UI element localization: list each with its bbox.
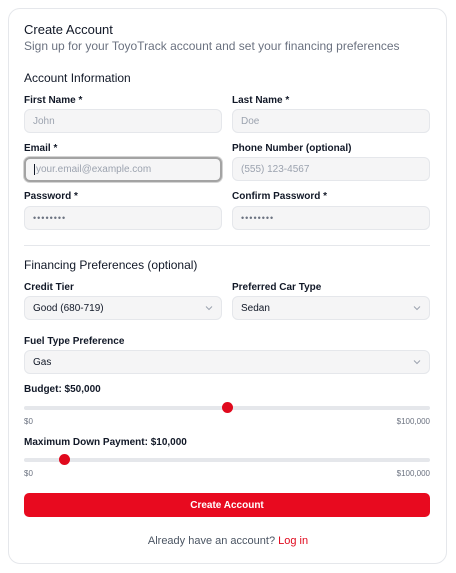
down-payment-slider-track[interactable]	[24, 458, 430, 462]
down-payment-label: Maximum Down Payment: $10,000	[24, 437, 187, 448]
first-name-label: First Name *	[24, 95, 83, 106]
car-type-value: Sedan	[241, 302, 270, 314]
account-section-title: Account Information	[24, 71, 131, 85]
first-name-field[interactable]: John	[24, 109, 222, 133]
confirm-password-label: Confirm Password *	[232, 191, 328, 202]
email-label: Email *	[24, 143, 58, 154]
login-prompt	[0, 535, 456, 547]
password-field[interactable]: ••••••••	[24, 206, 222, 230]
email-field[interactable]	[24, 157, 222, 182]
budget-slider-thumb[interactable]	[222, 402, 233, 413]
down-payment-max-label: $100,000	[396, 469, 430, 478]
fuel-type-select[interactable]	[24, 350, 430, 374]
page-title: Create Account	[24, 22, 113, 37]
last-name-label: Last Name *	[232, 95, 290, 106]
text-cursor	[34, 164, 35, 175]
page-subtitle: Sign up for your ToyoTrack account and set your financing preferences	[24, 39, 400, 53]
credit-tier-label: Credit Tier	[24, 282, 74, 293]
down-payment-min-label: $0	[24, 469, 33, 478]
password-label: Password *	[24, 191, 78, 202]
phone-field[interactable]: (555) 123-4567	[232, 157, 430, 181]
phone-label: Phone Number (optional)	[232, 143, 352, 154]
car-type-label: Preferred Car Type	[232, 282, 322, 293]
car-type-select[interactable]	[232, 296, 430, 320]
login-link[interactable]: Log in	[278, 535, 309, 547]
budget-min-label: $0	[24, 417, 33, 426]
credit-tier-value: Good (680-719)	[33, 302, 104, 314]
chevron-down-icon	[413, 358, 421, 366]
email-placeholder: your.email@example.com	[36, 164, 152, 175]
chevron-down-icon	[413, 304, 421, 312]
fuel-type-label: Fuel Type Preference	[24, 336, 125, 347]
last-name-field[interactable]: Doe	[232, 109, 430, 133]
credit-tier-select[interactable]	[24, 296, 222, 320]
create-account-button[interactable]: Create Account	[24, 493, 430, 517]
login-prompt-text: Already have an account?	[147, 535, 276, 547]
financing-section-title: Financing Preferences (optional)	[24, 258, 198, 272]
section-divider	[24, 245, 430, 246]
budget-label: Budget: $50,000	[24, 384, 101, 395]
chevron-down-icon	[205, 304, 213, 312]
confirm-password-field[interactable]: ••••••••	[232, 206, 430, 230]
fuel-type-value: Gas	[33, 356, 52, 368]
budget-max-label: $100,000	[396, 417, 430, 426]
